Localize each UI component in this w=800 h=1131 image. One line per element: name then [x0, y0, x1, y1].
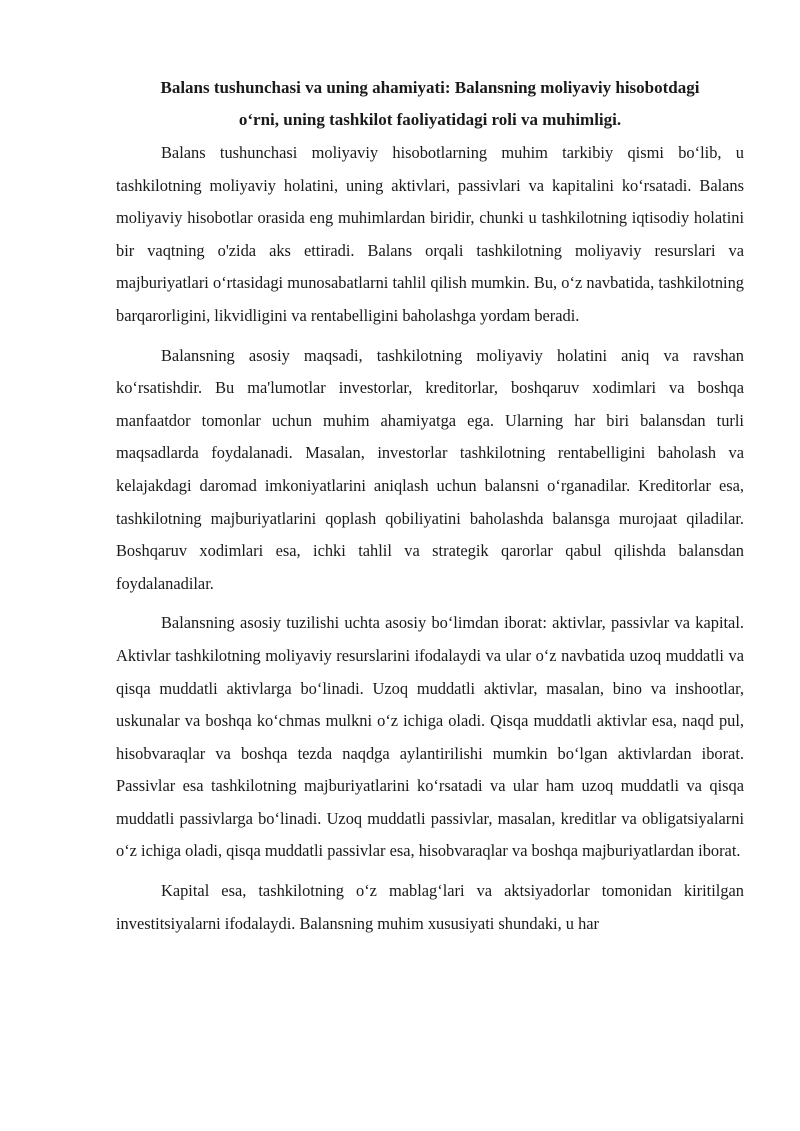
- title-line-1: Balans tushunchasi va uning ahamiyati: Balansning moliyaviy hisobotdagi: [160, 78, 700, 97]
- paragraph-3: Balansning asosiy tuzilishi uchta asosiy bo‘limdan iborat: aktivlar, passivlar va kapital. Aktivlar tashkilotning moliyaviy resurslarini ifodalaydi va ular o‘z navbatida uzoq muddatli va qisqa muddatli aktivlarga bo‘linadi. Uzoq muddatli aktivlar, masalan, bino va inshootlar, uskunalar va boshqa ko‘chmas mulkni o‘z ichiga oladi. Qisqa muddatli aktivlar esa, naqd pul, hisobvaraqlar va boshqa tezda naqdga aylantirilishi mumkin bo‘lgan aktivlardan iborat. Passivlar esa tashkilotning majburiyatlarini ko‘rsatadi va ular ham uzoq muddatli va qisqa muddatli passivlarga bo‘linadi. Uzoq muddatli passivlar, masalan, kreditlar va obligatsiyalarni o‘z ichiga oladi, qisqa muddatli passivlar esa, hisobvaraqlar va boshqa majburiyatlardan iborat.: [116, 613, 744, 861]
- paragraph-4: Kapital esa, tashkilotning o‘z mablag‘lari va aktsiyadorlar tomonidan kiritilgan investitsiyalarni ifodalaydi. Balansning muhim xususiyati shundaki, u har: [116, 881, 744, 933]
- title-line-2: o‘rni, uning tashkilot faoliyatidagi roli va muhimligi.: [238, 110, 622, 129]
- paragraph-2: Balansning asosiy maqsadi, tashkilotning moliyaviy holatini aniq va ravshan ko‘rsatishdir. Bu ma'lumotlar investorlar, kreditorlar, boshqaruv xodimlari va boshqa manfaatdor tomonlar uchun muhim ahamiyatga ega. Ularning har biri balansdan turli maqsadlarda foydalanadi. Masalan, investorlar tashkilotning rentabelligini baholash va kelajakdagi daromad imkoniyatlarini aniqlash uchun balansni o‘rganadilar. Kreditorlar esa, tashkilotning majburiyatlarini qoplash qobiliyatini baholashda balansga murojaat qiladilar. Boshqaruv xodimlari esa, ichki tahlil va strategik qarorlar qabul qilishda balansdan foydalanadilar.: [116, 345, 744, 593]
- document-title: [116, 72, 744, 136]
- paragraph-1: Balans tushunchasi moliyaviy hisobotlarning muhim tarkibiy qismi bo‘lib, u tashkilotning moliyaviy holatini, uning aktivlari, passivlari va kapitalini ko‘rsatadi. Balans moliyaviy hisobotlar orasida eng muhimlardan biridir, chunki u tashkilotning iqtisodiy holatini bir vaqtning o'zida aks ettiradi. Balans orqali tashkilotning moliyaviy resurslari va majburiyatlari o‘rtasidagi munosabatlarni tahlil qilish mumkin. Bu, o‘z navbatida, tashkilotning barqarorligini, likvidligini va rentabelligini baholashga yordam beradi.: [116, 143, 744, 325]
- document-page: [116, 72, 744, 947]
